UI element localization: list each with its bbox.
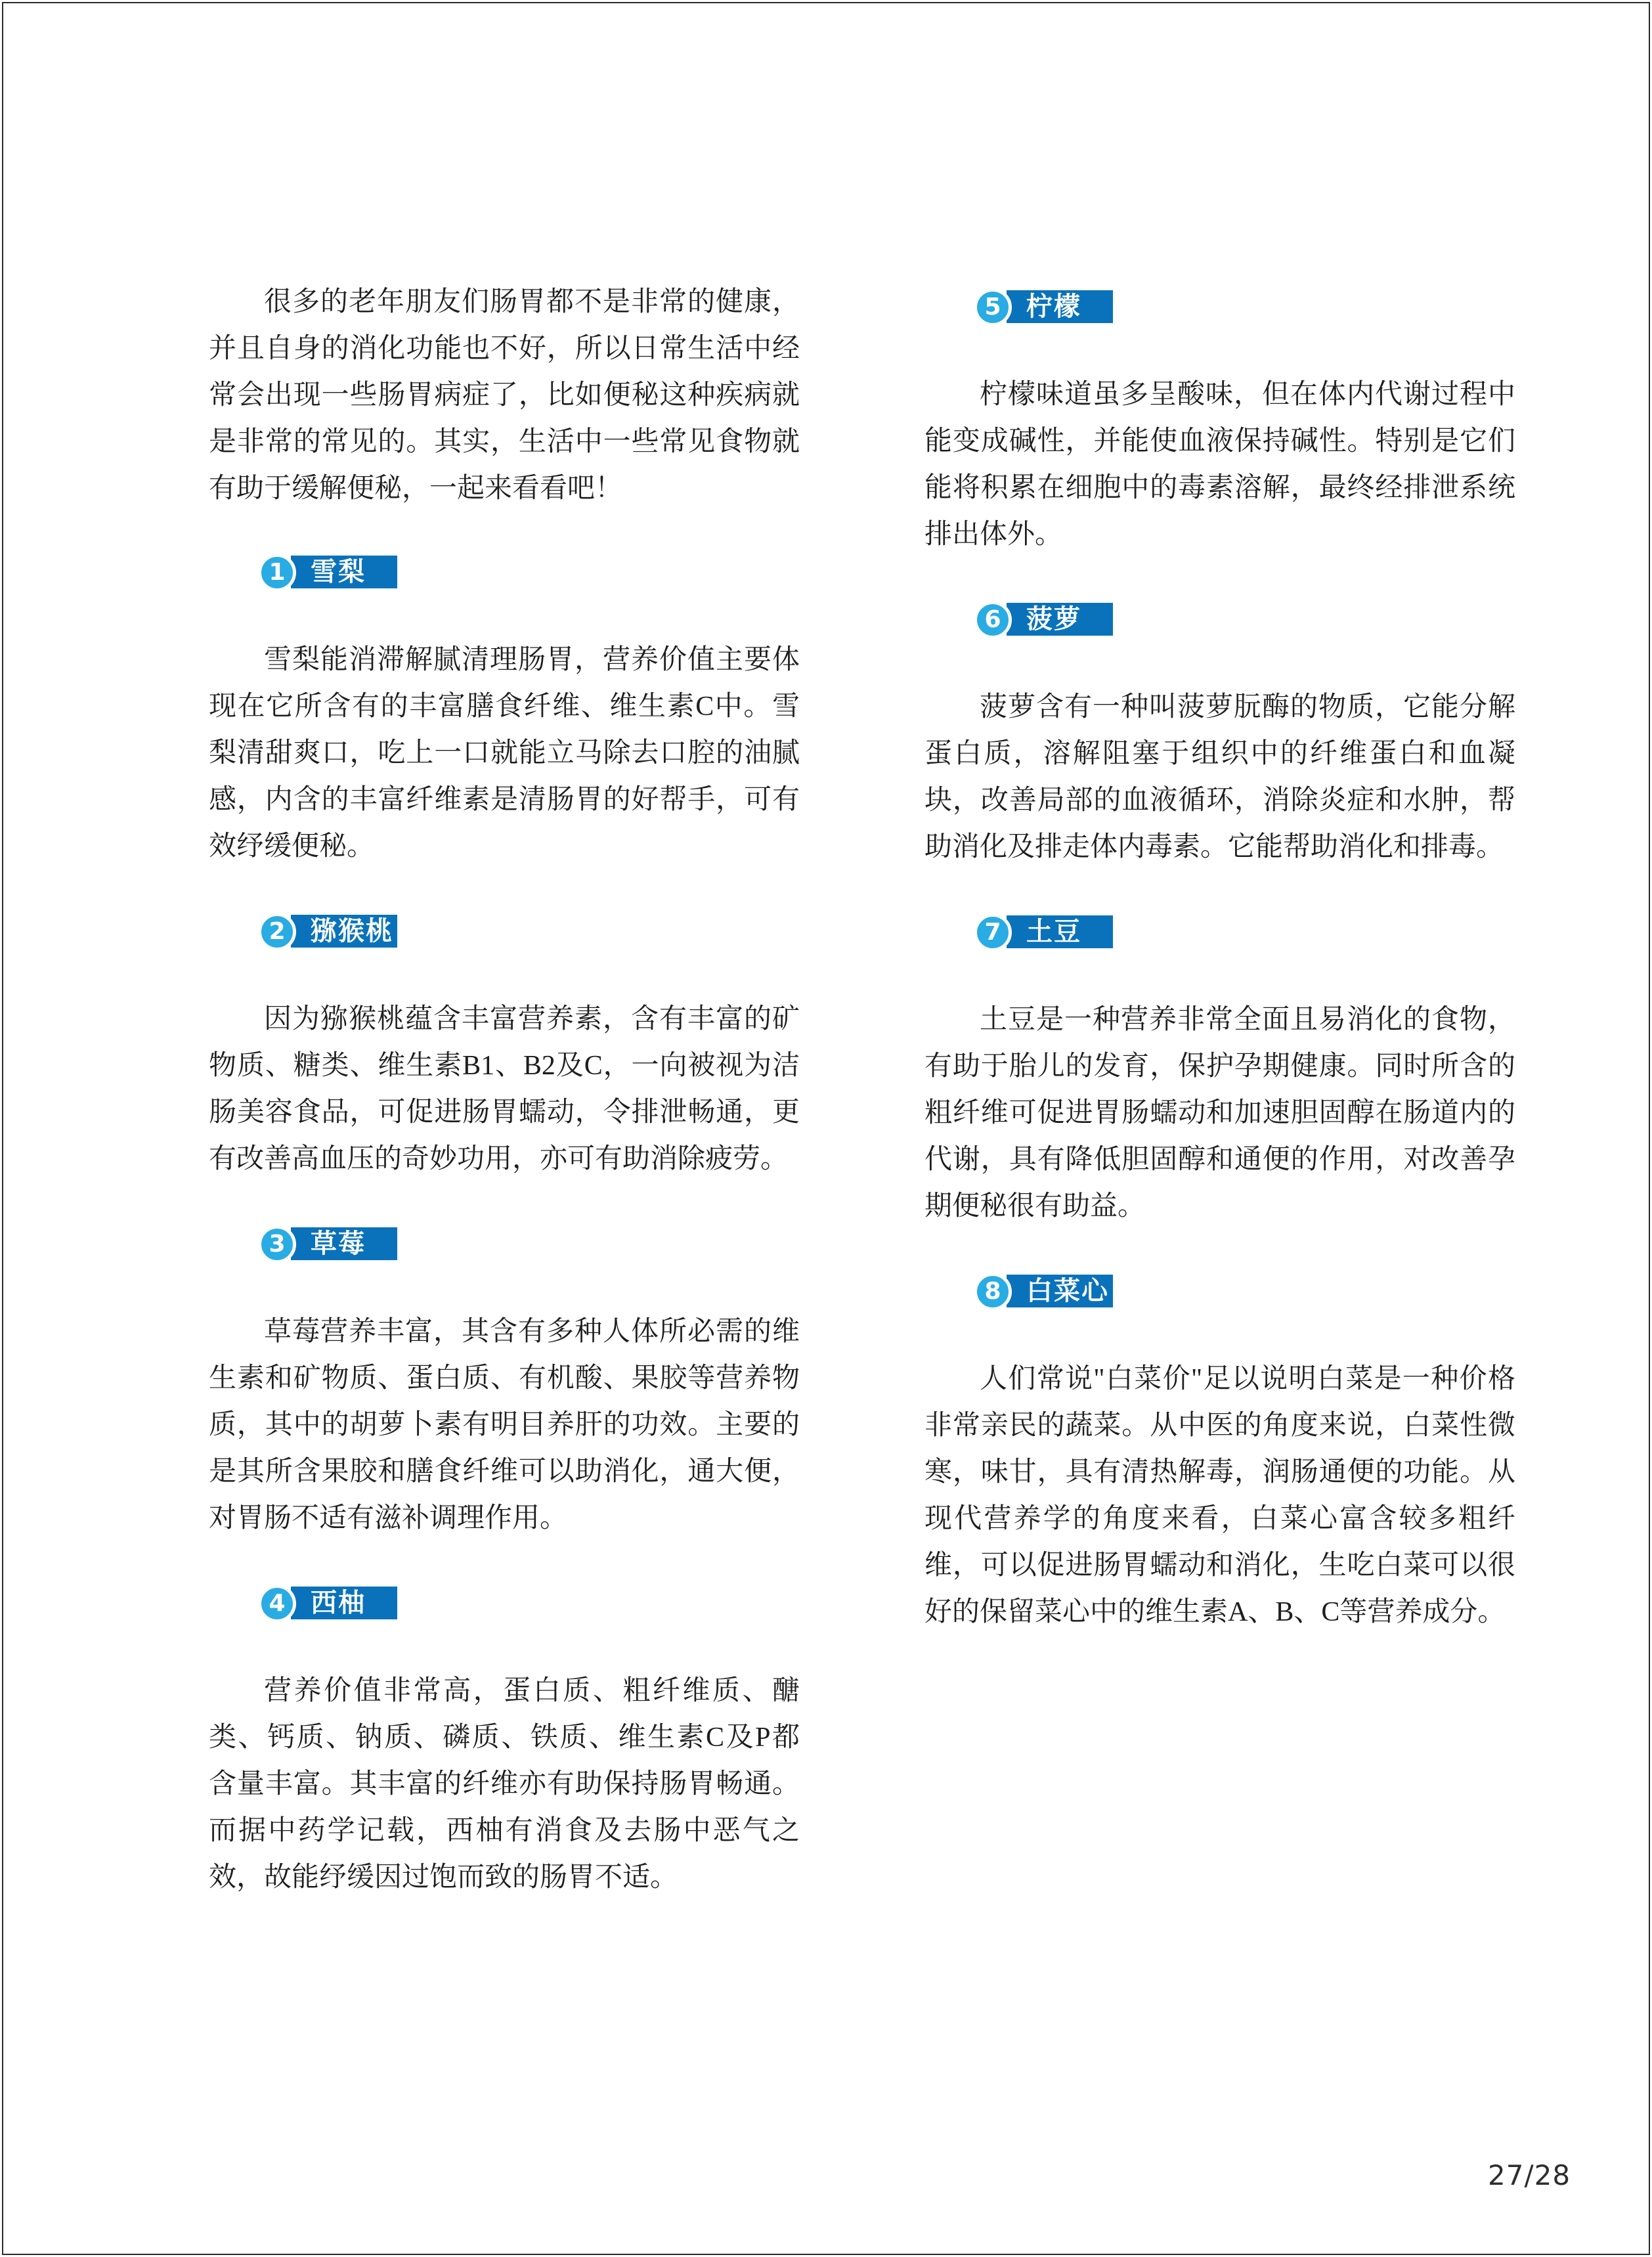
section-title: 柠檬 — [1026, 292, 1081, 322]
section-title-bar — [1007, 1275, 1113, 1307]
section-badge-7 — [974, 915, 1113, 950]
left-column — [209, 0, 800, 2257]
text-line: 含量丰富。其丰富的纤维亦有助保持肠胃畅通。 — [209, 1769, 800, 1799]
text-line: 对胃肠不适有滋补调理作用。 — [209, 1503, 568, 1533]
text-line: 能将积累在细胞中的毒素溶解，最终经排泄系统 — [924, 473, 1515, 503]
right-column — [924, 0, 1515, 2257]
text-line: 类、钙质、钠质、磷质、铁质、维生素C及P都 — [209, 1722, 800, 1753]
section-number: 6 — [984, 606, 1001, 633]
text-line: 质，其中的胡萝卜素有明目养肝的功效。主要的 — [209, 1410, 800, 1440]
text-line: 而据中药学记载，西柚有消食及去肠中恶气之 — [209, 1816, 800, 1846]
text-line: 梨清甜爽口，吃上一口就能立马除去口腔的油腻 — [209, 738, 800, 768]
section-title: 草莓 — [311, 1229, 366, 1259]
section-number: 1 — [269, 559, 286, 586]
section-paragraph-6 — [924, 684, 1515, 871]
text-line: 是其所含果胶和膳食纤维可以助消化，通大便， — [209, 1457, 800, 1487]
text-line: 效，故能纾缓因过饱而致的肠胃不适。 — [209, 1862, 678, 1893]
section-badge-3 — [258, 1227, 397, 1261]
section-title: 西柚 — [311, 1588, 366, 1618]
section-number-circle — [974, 1273, 1012, 1311]
section-number-circle — [258, 554, 296, 592]
section-number-circle — [974, 288, 1012, 326]
section-badge-5 — [974, 290, 1113, 324]
text-line: 土豆是一种营养非常全面且易消化的食物， — [980, 1005, 1515, 1035]
text-line: 柠檬味道虽多呈酸味，但在体内代谢过程中 — [980, 380, 1515, 410]
text-line: 助消化及排走体内毒素。它能帮助消化和排毒。 — [924, 832, 1504, 862]
section-paragraph-2 — [209, 996, 800, 1183]
section-number-circle — [258, 1225, 296, 1263]
section-paragraph-4 — [209, 1668, 800, 1901]
section-number: 8 — [984, 1278, 1001, 1305]
text-line: 维，可以促进肠胃蠕动和消化，生吃白菜可以很 — [924, 1550, 1515, 1581]
section-paragraph-3 — [209, 1309, 800, 1542]
text-line: 块，改善局部的血液循环，消除炎症和水肿，帮 — [924, 785, 1515, 816]
section-number-circle — [974, 913, 1012, 952]
text-line: 人们常说"白菜价"足以说明白菜是一种价格 — [980, 1364, 1515, 1394]
intro-paragraph — [209, 279, 800, 512]
text-line: 并且自身的消化功能也不好，所以日常生活中经 — [209, 334, 800, 364]
section-title: 雪梨 — [311, 557, 366, 587]
text-line: 草莓营养丰富，其含有多种人体所必需的维 — [264, 1317, 800, 1347]
text-line: 代谢，具有降低胆固醇和通便的作用，对改善孕 — [924, 1145, 1515, 1175]
section-number-circle — [258, 1585, 296, 1623]
section-paragraph-1 — [209, 637, 800, 870]
text-line: 好的保留菜心中的维生素A、B、C等营养成分。 — [924, 1597, 1506, 1627]
text-line: 菠萝含有一种叫菠萝朊酶的物质，它能分解 — [980, 692, 1515, 722]
section-badge-4 — [258, 1587, 397, 1621]
section-title-bar — [291, 1227, 397, 1260]
text-line: 现代营养学的角度来看，白菜心富含较多粗纤 — [924, 1504, 1515, 1534]
section-badge-6 — [974, 603, 1113, 637]
text-line: 雪梨能消滞解腻清理肠胃，营养价值主要体 — [264, 645, 800, 675]
text-line: 很多的老年朋友们肠胃都不是非常的健康， — [264, 287, 800, 317]
text-line: 生素和矿物质、蛋白质、有机酸、果胶等营养物 — [209, 1363, 800, 1393]
text-line: 营养价值非常高，蛋白质、粗纤维质、醣 — [264, 1676, 800, 1706]
text-line: 肠美容食品，可促进肠胃蠕动，令排泄畅通，更 — [209, 1097, 800, 1128]
text-line: 物质、糖类、维生素B1、B2及C，一向被视为洁 — [209, 1051, 800, 1081]
section-paragraph-7 — [924, 997, 1515, 1230]
section-paragraph-8 — [924, 1356, 1515, 1636]
section-title-bar — [291, 915, 397, 948]
text-line: 能变成碱性，并能使血液保持碱性。特别是它们 — [924, 426, 1515, 456]
section-title: 菠萝 — [1026, 604, 1081, 634]
text-line: 粗纤维可促进胃肠蠕动和加速胆固醇在肠道内的 — [924, 1098, 1515, 1128]
section-title-bar — [1007, 915, 1113, 948]
section-number: 7 — [984, 919, 1001, 946]
text-line: 蛋白质，溶解阻塞于组织中的纤维蛋白和血凝 — [924, 739, 1515, 769]
text-line: 有改善高血压的奇妙功用，亦可有助消除疲劳。 — [209, 1144, 789, 1174]
text-line: 感，内含的丰富纤维素是清肠胃的好帮手，可有 — [209, 785, 800, 815]
section-title-bar — [291, 556, 397, 588]
section-badge-2 — [258, 915, 397, 949]
section-number-circle — [258, 913, 296, 951]
text-line: 常会出现一些肠胃病症了，比如便秘这种疾病就 — [209, 380, 800, 410]
text-line: 有助于胎儿的发育，保护孕期健康。同时所含的 — [924, 1051, 1515, 1082]
section-title: 猕猴桃 — [311, 916, 393, 946]
section-number-circle — [974, 601, 1012, 639]
section-title-bar — [1007, 603, 1113, 636]
text-line: 寒，味甘，具有清热解毒，润肠通便的功能。从 — [924, 1457, 1515, 1487]
section-number: 4 — [269, 1590, 286, 1617]
section-number: 3 — [269, 1231, 286, 1258]
section-title-bar — [1007, 290, 1113, 323]
section-title: 白菜心 — [1026, 1276, 1109, 1306]
section-badge-1 — [258, 556, 397, 590]
section-paragraph-5 — [924, 372, 1515, 558]
section-title-bar — [291, 1587, 397, 1619]
section-title: 土豆 — [1026, 917, 1081, 947]
section-badge-8 — [974, 1275, 1113, 1309]
text-line: 非常亲民的蔬菜。从中医的角度来说，白菜性微 — [924, 1411, 1515, 1441]
text-line: 期便秘很有助益。 — [924, 1191, 1146, 1221]
text-line: 现在它所含有的丰富膳食纤维、维生素C中。雪 — [209, 691, 800, 722]
text-line: 有助于缓解便秘，一起来看看吧！ — [209, 473, 623, 504]
text-line: 排出体外。 — [924, 519, 1063, 550]
section-number: 2 — [269, 918, 286, 945]
page-number: 27/28 — [1488, 2159, 1571, 2191]
section-number: 5 — [984, 294, 1001, 320]
text-line: 是非常的常见的。其实，生活中一些常见食物就 — [209, 427, 800, 457]
text-line: 效纾缓便秘。 — [209, 831, 375, 862]
text-line: 因为猕猴桃蕴含丰富营养素，含有丰富的矿 — [264, 1004, 800, 1034]
